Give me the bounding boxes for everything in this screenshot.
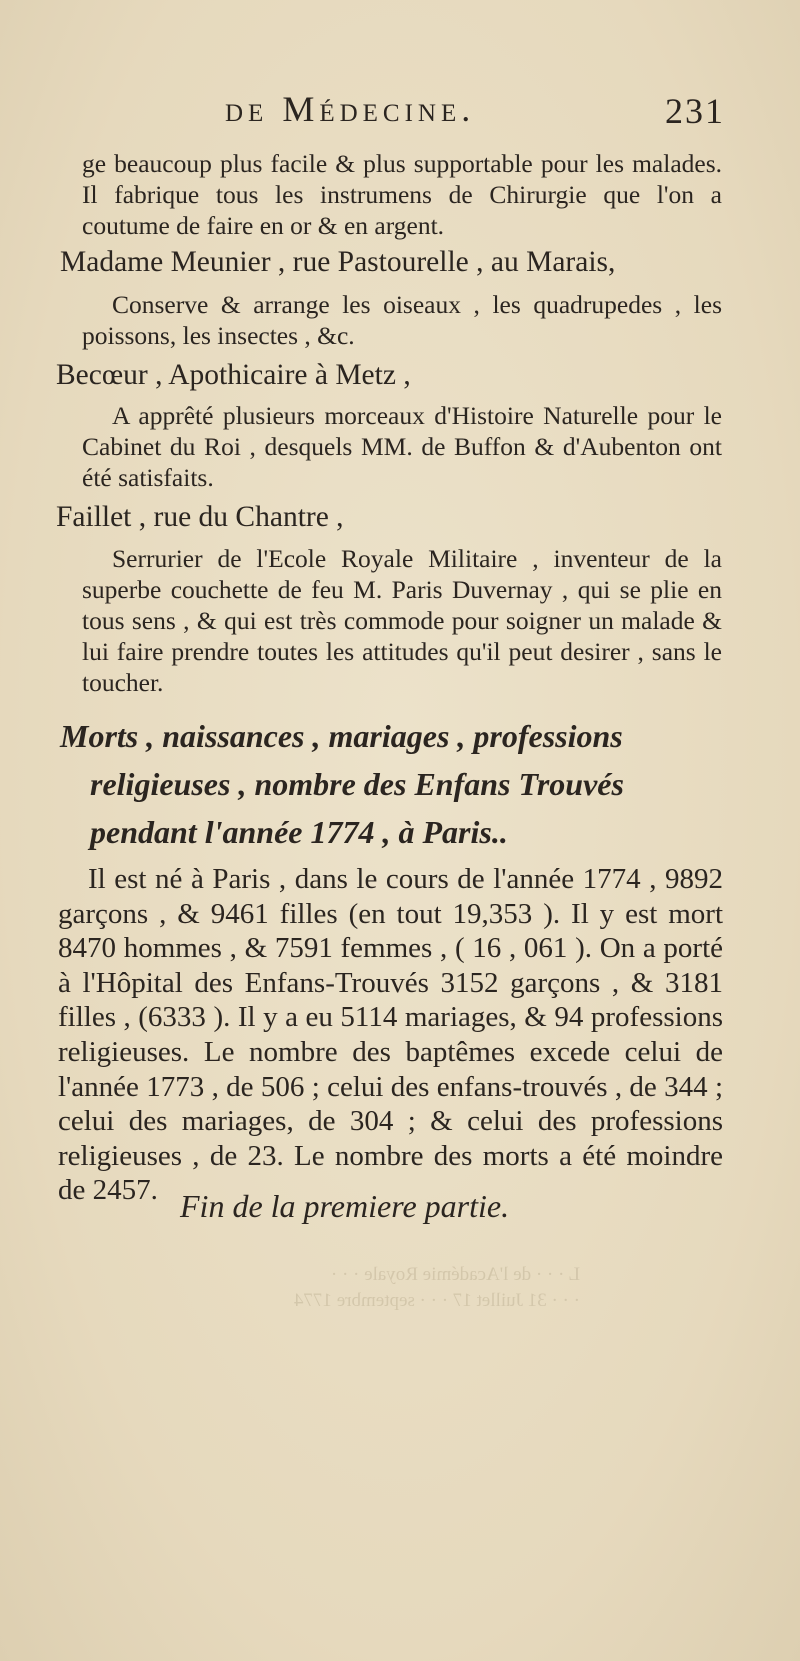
page-number: 231	[665, 91, 725, 131]
entry-description-faillet: Serrurier de l'Ecole Royale Militaire , inventeur de la superbe couchette de feu M. Paris Duvernay , qui se plie en tous sens , & qui est très commode pour soigner un malade & lui faire prendre toutes les attitudes qu'il peut desirer , sans le toucher.	[82, 544, 722, 697]
entry-description-continued: ge beaucoup plus facile & plus supportable pour les malades. Il fabrique tous les instrumens de Chirurgie que l'on a coutume de faire en or & en argent.	[82, 149, 722, 240]
entry-name-faillet: Faillet , rue du Chantre ,	[56, 501, 344, 533]
page-header	[225, 88, 725, 138]
section-title	[60, 712, 720, 856]
end-of-part-line: Fin de la premiere partie.	[180, 1188, 510, 1224]
entry-name-meunier: Madame Meunier , rue Pastourelle , au Marais,	[60, 246, 616, 278]
entry-description-becoeur: A apprêté plusieurs morceaux d'Histoire Naturelle pour le Cabinet du Roi , desquels MM. de Buffon & d'Aubenton ont été satisfaits.	[82, 401, 722, 492]
show-through-text: L · · · de l'Académie Royale · · · · · · 31 Juillet 17 · · · septembre 1774	[294, 1264, 580, 1311]
running-title: de Médecine.	[225, 89, 476, 129]
entry-name-becoeur: Becœur , Apothicaire à Metz ,	[56, 359, 411, 391]
statistics-paragraph: Il est né à Paris , dans le cours de l'année 1774 , 9892 garçons , & 9461 filles (en tout 19,353 ). Il y est mort 8470 hommes , & 7591 femmes , ( 16 , 061 ). On a porté à l'Hôpital des Enfans-Trouvés 3152 garçons , & 3181 filles , (6333 ). Il y a eu 5114 mariages, & 94 professions religieuses. Le nombre des baptêmes excede celui de l'année 1773 , de 506 ; celui des enfans-trouvés , de 344 ; celui des mariages, de 304 ; & celui des professions religieuses , de 23. Le nombre des morts a été moindre de 2457.	[58, 863, 723, 1207]
section-title-line: Morts , naissances , mariages , professions	[60, 718, 623, 754]
entry-description-meunier: Conserve & arrange les oiseaux , les quadrupedes , les poissons, les insectes , &c.	[82, 290, 722, 350]
section-title-line: religieuses , nombre des Enfans Trouvés	[90, 766, 624, 802]
section-title-line: pendant l'année 1774 , à Paris..	[90, 814, 508, 850]
